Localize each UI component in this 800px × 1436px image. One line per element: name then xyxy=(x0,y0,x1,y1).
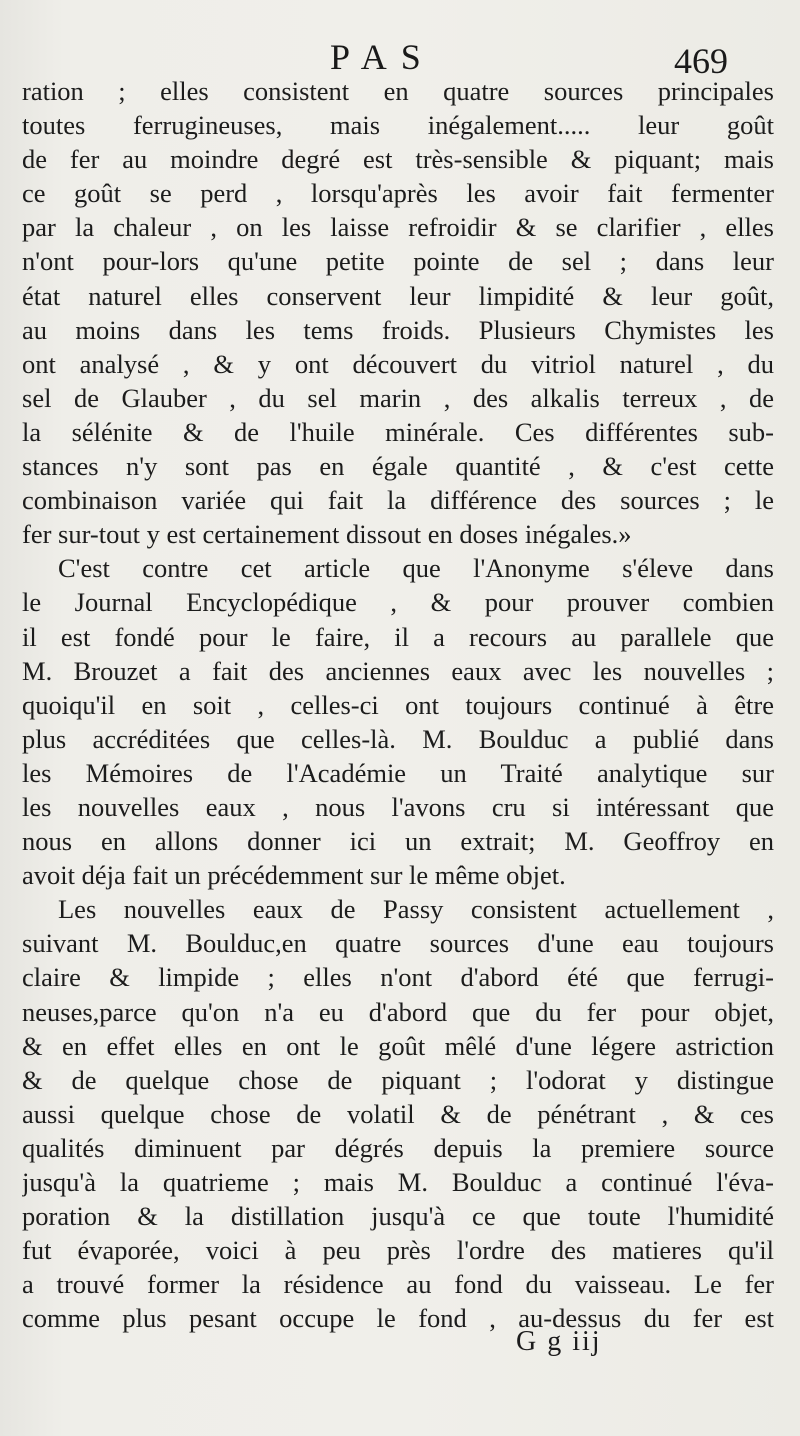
text-line: état naturel elles conservent leur limpidité & leur goût, xyxy=(22,280,774,311)
text-line: les nouvelles eaux , nous l'avons cru si intéressant que xyxy=(22,791,774,822)
text-line: avoit déja fait un précédemment sur le même objet. xyxy=(22,860,566,891)
text-line: stances n'y sont pas en égale quantité , & c'est cette xyxy=(22,451,774,482)
text-line: sel de Glauber , du sel marin , des alkalis terreux , de xyxy=(22,382,774,413)
text-line: M. Brouzet a fait des anciennes eaux avec les nouvelles ; xyxy=(22,655,774,686)
page-number: 469 xyxy=(674,41,728,81)
running-title: PAS xyxy=(330,37,435,77)
text-line: par la chaleur , on les laisse refroidir & se clarifier , elles xyxy=(22,212,774,243)
text-line: C'est contre cet article que l'Anonyme s'éleve dans xyxy=(58,553,774,584)
signature-mark: G g iij xyxy=(516,1326,602,1357)
text-line: nous en allons donner ici un extrait; M. Geoffroy en xyxy=(22,826,774,857)
text-line: & de quelque chose de piquant ; l'odorat y distingue xyxy=(22,1064,774,1095)
text-line: jusqu'à la quatrieme ; mais M. Boulduc a continué l'éva- xyxy=(22,1167,774,1197)
text-line: fer sur-tout y est certainement dissout en doses inégales.» xyxy=(22,519,632,550)
text-line: comme plus pesant occupe le fond , au-dessus du fer est xyxy=(22,1303,774,1334)
text-line: il est fondé pour le faire, il a recours au parallele que xyxy=(22,621,774,652)
text-line: fut évaporée, voici à peu près l'ordre des matieres qu'il xyxy=(22,1235,774,1266)
text-line: les Mémoires de l'Académie un Traité analytique sur xyxy=(22,757,774,788)
text-line: n'ont pour-lors qu'une petite pointe de sel ; dans leur xyxy=(22,246,774,277)
text-line: poration & la distillation jusqu'à ce que toute l'humidité xyxy=(22,1201,774,1232)
text-line: ont analysé , & y ont découvert du vitriol naturel , du xyxy=(22,348,774,379)
text-line: de fer au moindre degré est très-sensible & piquant; mais xyxy=(22,144,774,175)
text-line: & en effet elles en ont le goût mêlé d'une légere astriction xyxy=(22,1030,774,1061)
text-line: ration ; elles consistent en quatre sources principales xyxy=(22,76,774,106)
text-line: le Journal Encyclopédique , & pour prouver combien xyxy=(22,587,774,618)
text-line: neuses,parce qu'on n'a eu d'abord que du fer pour objet, xyxy=(22,996,774,1027)
text-line: aussi quelque chose de volatil & de pénétrant , & ces xyxy=(22,1098,774,1129)
text-line: toutes ferrugineuses, mais inégalement..... leur goût xyxy=(22,110,774,141)
text-line: plus accréditées que celles-là. M. Boulduc a publié dans xyxy=(22,723,774,754)
text-line: Les nouvelles eaux de Passy consistent actuellement , xyxy=(58,894,774,925)
text-line: la sélénite & de l'huile minérale. Ces différentes sub- xyxy=(22,416,774,447)
text-line: quoiqu'il en soit , celles-ci ont toujours continué à être xyxy=(22,689,774,720)
text-line: au moins dans les tems froids. Plusieurs Chymistes les xyxy=(22,314,774,345)
text-line: a trouvé former la résidence au fond du vaisseau. Le fer xyxy=(22,1269,774,1300)
text-line: qualités diminuent par dégrés depuis la premiere source xyxy=(22,1132,774,1163)
text-line: suivant M. Boulduc,en quatre sources d'une eau toujours xyxy=(22,928,774,959)
text-line: claire & limpide ; elles n'ont d'abord été que ferrugi- xyxy=(22,962,774,993)
text-line: ce goût se perd , lorsqu'après les avoir fait fermenter xyxy=(22,178,774,209)
body-text xyxy=(22,74,774,1335)
text-line: combinaison variée qui fait la différence des sources ; le xyxy=(22,485,774,516)
